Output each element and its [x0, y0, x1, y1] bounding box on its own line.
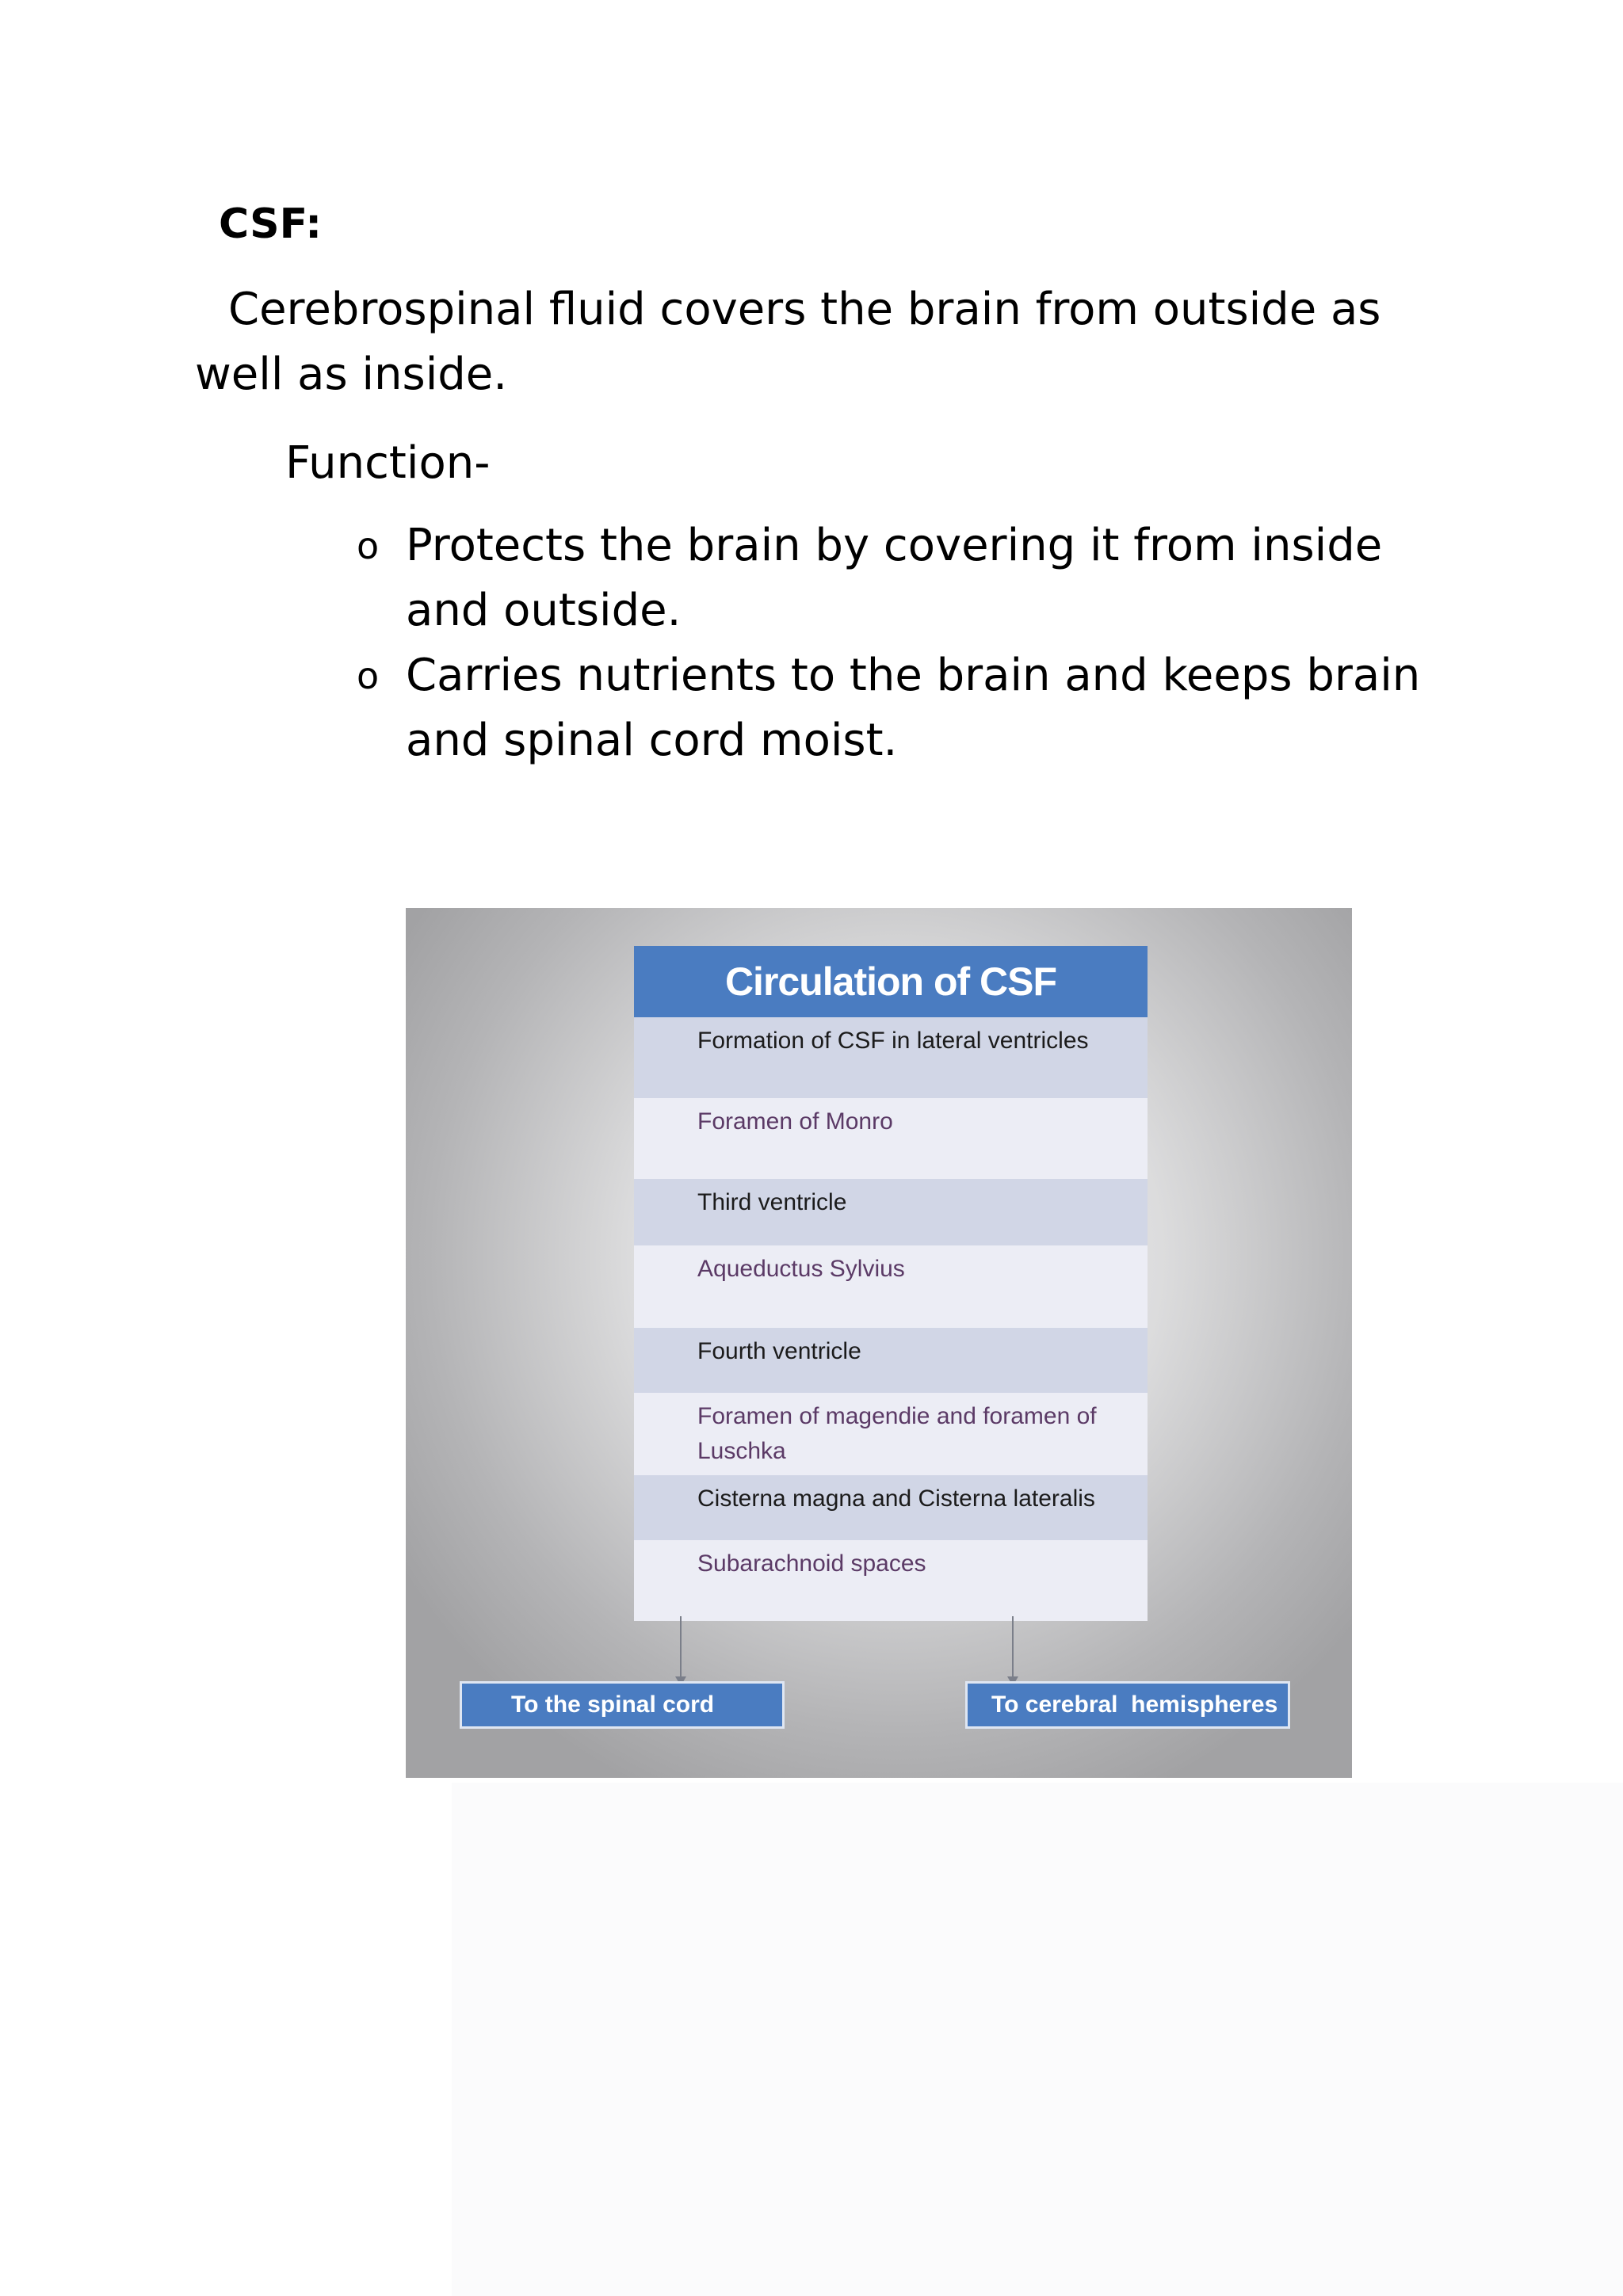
intro-paragraph — [195, 277, 1463, 407]
function-list — [357, 513, 1466, 773]
bullet-icon: o — [357, 524, 380, 567]
intro-text: Cerebrospinal fluid covers the brain from outside as well as inside. — [195, 284, 1381, 400]
flowchart-box — [634, 946, 1148, 1621]
flow-step: Formation of CSF in lateral ventricles — [634, 1017, 1148, 1098]
destination-cerebral-hemispheres: To cerebral hemispheres — [965, 1681, 1290, 1729]
arrow-left-line — [680, 1616, 682, 1678]
flow-step: Foramen of Monro — [634, 1098, 1148, 1179]
destination-spinal-cord: To the spinal cord — [460, 1681, 785, 1729]
function-text: Protects the brain by covering it from inside and outside. — [406, 520, 1383, 636]
csf-circulation-figure — [406, 908, 1352, 1778]
flow-step: Aqueductus Sylvius — [634, 1245, 1148, 1328]
function-text: Carries nutrients to the brain and keeps brain and spinal cord moist. — [406, 650, 1421, 766]
flow-step: Cisterna magna and Cisterna lateralis — [634, 1475, 1148, 1540]
flow-step: Fourth ventricle — [634, 1328, 1148, 1393]
figure-title: Circulation of CSF — [634, 946, 1148, 1017]
list-item — [357, 513, 1466, 643]
flow-step: Foramen of magendie and foramen of Luschka — [634, 1393, 1148, 1475]
bullet-icon: o — [357, 654, 380, 697]
page-background-shade — [452, 1783, 1623, 2296]
arrow-right-line — [1012, 1616, 1014, 1678]
section-heading: CSF: — [219, 200, 323, 248]
list-item — [357, 643, 1466, 773]
flow-step: Third ventricle — [634, 1179, 1148, 1245]
flow-step: Subarachnoid spaces — [634, 1540, 1148, 1621]
function-label: Function- — [285, 437, 491, 489]
